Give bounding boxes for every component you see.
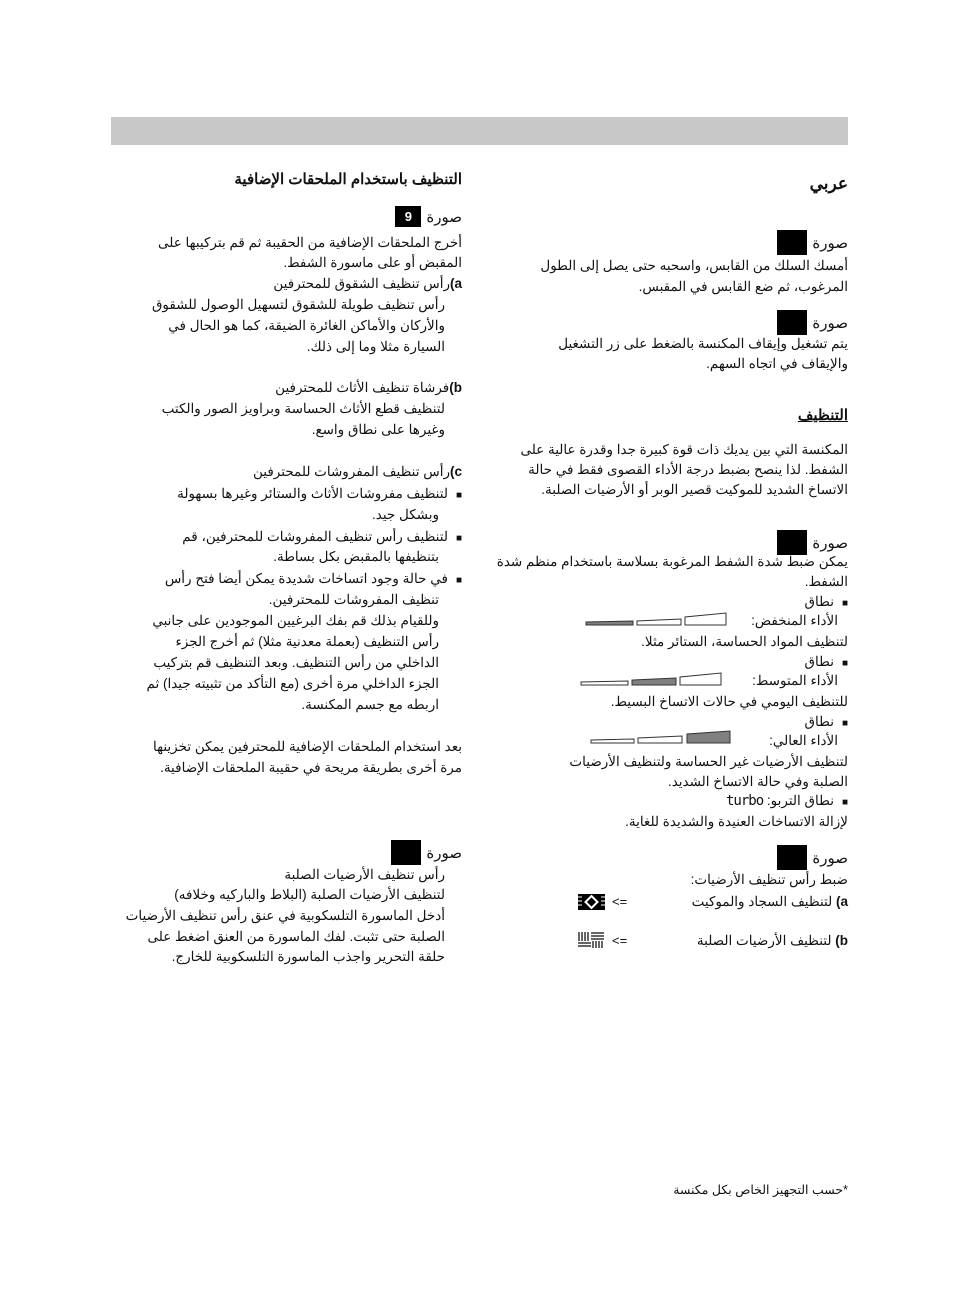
power-level-high-icon (590, 727, 735, 745)
carpet-mode-icon (578, 893, 606, 911)
turbo-logo: turbo (725, 793, 764, 809)
text-line: للتنظيف اليومي في حالات الاتساخ البسيط. (610, 694, 848, 709)
text-line: الجزء الداخلي مرة أخرى (مع التأكد من تثبيته جيدا) ثم (146, 676, 439, 691)
mid-label: الأداء المتوسط: (752, 673, 838, 688)
bullet-line: ■ في حالة وجود اتساخات شديدة يمكن أيضا فتح رأس (165, 569, 462, 591)
turbo-label: نطاق التربو: (766, 793, 834, 808)
text-line: أمسك السلك من القابس، واسحبه حتى يصل إلى الطول (540, 258, 848, 273)
arrow-text: <= (612, 894, 628, 909)
item-marker: a) (835, 894, 848, 909)
text-line: لتنظيف المواد الحساسة، الستائر مثلا. (641, 634, 848, 649)
text-line: اربطه مع جسم المكنسة. (301, 697, 439, 712)
item-c-title (253, 462, 462, 482)
text-line: الاتساخ الشديد للموكيت قصير الوبر أو الأرضيات الصلبة. (541, 482, 848, 497)
text-line: الداخلي من رأس التنظيف. وبعد التنظيف قم بتركيب (153, 655, 439, 670)
text-line: المرغوب، ثم ضع القابس في المقبس. (638, 279, 848, 294)
figure-number-box: 9 (395, 206, 421, 227)
figure-label (777, 230, 848, 255)
hard-floor-mode-icon (578, 931, 606, 949)
high-label: الأداء العالي: (769, 733, 838, 748)
header-band (111, 117, 848, 145)
item-a (692, 892, 848, 912)
footnote: *حسب التجهيز الخاص بكل مكنسة (673, 1183, 848, 1197)
item-text: لتنظيف السجاد والموكيت (691, 894, 833, 909)
text-line: أدخل الماسورة التلسكوبية في عنق رأس تنظيف الأرضيات (125, 908, 445, 923)
text-line: ضبط رأس تنظيف الأرضيات: (690, 872, 848, 887)
text-line: السيارة مثلا وما إلى ذلك. (306, 339, 445, 354)
item-b-title (275, 378, 462, 398)
figure-caption: صورة (812, 534, 848, 552)
figure-caption: صورة (812, 849, 848, 867)
item-marker: b) (835, 933, 848, 948)
figure-caption: صورة (426, 208, 462, 226)
text-line: رأس تنظيف طويلة للشقوق لتسهيل الوصول للشقوق (151, 297, 445, 312)
bullet-range: ■ نطاق (805, 652, 848, 674)
text-line: لتنظيف الأرضيات الصلبة (البلاط والباركيه وخلافه) (174, 887, 445, 902)
item-title: رأس تنظيف الشقوق للمحترفين (273, 276, 450, 291)
item-text: لتنظيف الأرضيات الصلبة (696, 933, 832, 948)
power-level-mid-icon (580, 669, 725, 687)
bullet-turbo (726, 791, 848, 813)
bullet-line: ■ لتنظيف رأس تنظيف المفروشات للمحترفين، قم (182, 527, 462, 549)
text-line: المكنسة التي بين يديك ذات قوة كبيرة جدا وقدرة عالية على (520, 442, 848, 457)
text-line: والأركان والأماكن الغائرة الضيقة، كما هو الحال في (168, 318, 445, 333)
section-heading: التنظيف باستخدام الملحقات الإضافية (234, 171, 462, 188)
text-line: والإيقاف في اتجاه السهم. (706, 356, 848, 371)
bullet-range: ■ نطاق (805, 712, 848, 734)
power-level-low-icon (585, 609, 730, 627)
text-line: رأس التنظيف (بعملة معدنية مثلا) ثم أخرج الجزء (175, 634, 439, 649)
text-line: الصلبة وفي حالة الاتساخ الشديد. (667, 774, 848, 789)
text-line: لتنظيف الأرضيات غير الحساسة ولتنظيف الأرضيات (569, 754, 848, 769)
text-line: بتنظيفها بالمقبض بكل بساطة. (273, 549, 439, 564)
text-line: وغيرها على نطاق واسع. (311, 422, 445, 437)
item-marker: c) (449, 464, 462, 479)
bullet-line: ■ لتنظيف مفروشات الأثاث والستائر وغيرها بسهولة (177, 484, 462, 506)
text-line: تنظيف المفروشات للمحترفين. (268, 592, 439, 607)
section-heading: التنظيف (797, 407, 848, 424)
figure-caption: صورة (812, 314, 848, 332)
text-line: الشفط. (804, 574, 848, 589)
item-title: رأس تنظيف المفروشات للمحترفين (253, 464, 450, 479)
bullet-range: ■ نطاق (805, 592, 848, 614)
text-line: المقبض أو على ماسورة الشفط. (283, 255, 462, 270)
figure-label (777, 310, 848, 335)
text-line: أخرج الملحقات الإضافية من الحقيبة ثم قم بتركيبها على (157, 235, 462, 250)
text-line: مرة أخرى بطريقة مريحة في حقيبة الملحقات الإضافية. (160, 760, 462, 775)
figure-label (391, 840, 462, 865)
figure-label (777, 845, 848, 870)
figure-caption: صورة (812, 234, 848, 252)
text-line: الشفط. لذا ينصح بضبط درجة الأداء القصوى فقط في حالة (528, 462, 848, 477)
text-line: يمكن ضبط شدة الشفط المرغوبة بسلاسة باستخدام منظم شدة (496, 554, 848, 569)
item-marker: b) (449, 380, 462, 395)
arrow-text: <= (612, 933, 628, 948)
language-title: عربي (809, 174, 848, 193)
figure-number-box (777, 230, 807, 255)
figure-number-box (391, 840, 421, 865)
text-line: وللقيام بذلك قم بفك البرغيين الموجودين على جانبي (152, 613, 439, 628)
item-b (697, 931, 848, 951)
text-line: بعد استخدام الملحقات الإضافية للمحترفين يمكن تخزينها (152, 739, 462, 754)
figure-number-box (777, 845, 807, 870)
text-line: لتنظيف قطع الأثاث الحساسة وبراويز الصور والكتب (161, 401, 445, 416)
text-line: الصلبة حتى تثبت. لفك الماسورة من العنق اضغط على (147, 929, 445, 944)
text-line: لإزالة الاتساخات العنيدة والشديدة للغاية. (625, 814, 848, 829)
text-line: وبشكل جيد. (371, 507, 439, 522)
figure-label (395, 206, 462, 227)
text-line: حلقة التحرير واجذب الماسورة التلسكوبية للخارج. (171, 949, 445, 964)
figure-caption: صورة (426, 844, 462, 862)
text-line: رأس تنظيف الأرضيات الصلبة (284, 867, 445, 882)
figure-number-box (777, 310, 807, 335)
item-marker: a) (449, 276, 462, 291)
item-title: فرشاة تنظيف الأثاث للمحترفين (275, 380, 450, 395)
item-a-title (273, 274, 462, 294)
text-line: يتم تشغيل وإيقاف المكنسة بالضغط على زر التشغيل (558, 336, 848, 351)
low-label: الأداء المنخفض: (751, 613, 838, 628)
